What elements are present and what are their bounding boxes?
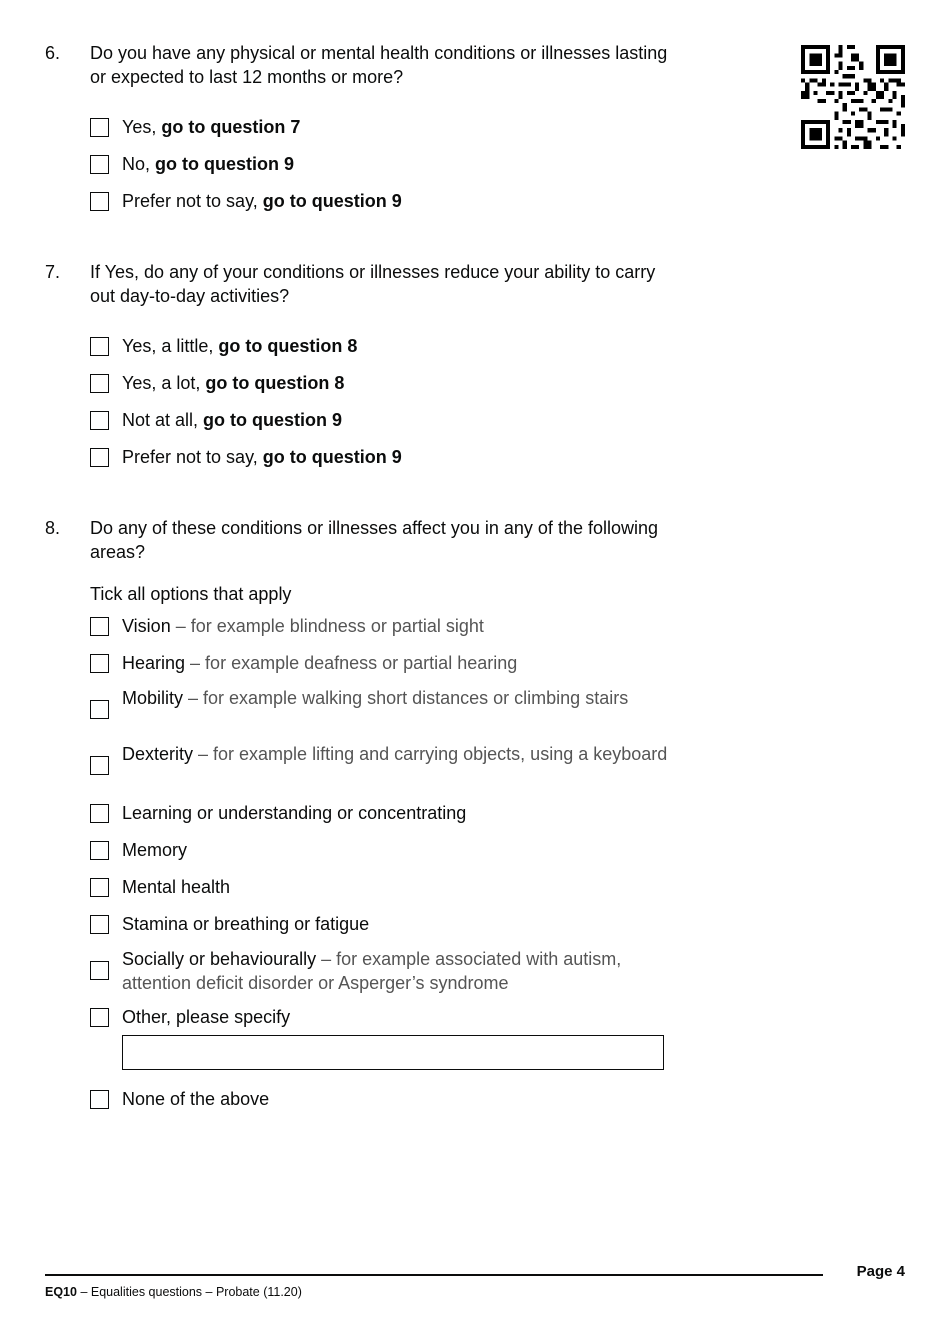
q6-option-no[interactable] (90, 152, 670, 176)
question-8-number: 8. (45, 518, 61, 538)
checkbox[interactable] (90, 961, 109, 980)
option-label: Yes, a lot, go to question 8 (122, 373, 345, 393)
q8-option-memory[interactable] (90, 838, 670, 862)
q8-option-mental-health[interactable] (90, 875, 670, 899)
q8-option-vision[interactable] (90, 614, 670, 638)
checkbox[interactable] (90, 804, 109, 823)
q8-option-none[interactable] (90, 1087, 670, 1111)
checkbox[interactable] (90, 118, 109, 137)
question-7-number: 7. (45, 262, 61, 282)
page-number: Page 4 (856, 1263, 905, 1280)
q8-option-dexterity[interactable] (90, 742, 670, 790)
option-label: Mental health (122, 877, 231, 897)
option-label: Memory (122, 840, 188, 860)
checkbox[interactable] (90, 756, 109, 775)
question-6-text: Do you have any physical or mental health conditions or illnesses lasting or expected to last 12 months or more? (90, 43, 668, 87)
checkbox[interactable] (90, 374, 109, 393)
option-label: Yes, go to question 7 (122, 117, 301, 137)
checkbox[interactable] (90, 915, 109, 934)
option-label: Mobility – for example walking short distances or climbing stairs (122, 688, 629, 708)
q8-option-hearing[interactable] (90, 651, 670, 675)
qr-code (801, 45, 905, 149)
option-label: Yes, a little, go to question 8 (122, 336, 358, 356)
question-8-text: Do any of these conditions or illnesses affect you in any of the following areas? (90, 518, 659, 562)
footer-form-reference: EQ10 – Equalities questions – Probate (11.20) (45, 1285, 302, 1299)
option-label: Not at all, go to question 9 (122, 410, 343, 430)
option-label: No, go to question 9 (122, 154, 295, 174)
checkbox[interactable] (90, 155, 109, 174)
question-7-text: If Yes, do any of your conditions or illnesses reduce your ability to carry out day-to-day activities? (90, 262, 656, 306)
checkbox[interactable] (90, 448, 109, 467)
option-label: Other, please specify (122, 1007, 291, 1027)
checkbox[interactable] (90, 1090, 109, 1109)
checkbox[interactable] (90, 841, 109, 860)
q8-option-learning[interactable] (90, 801, 670, 825)
option-label: None of the above (122, 1089, 270, 1109)
checkbox[interactable] (90, 1008, 109, 1027)
option-label: Vision – for example blindness or partial sight (122, 616, 484, 636)
option-label: Dexterity – for example lifting and carrying objects, using a keyboard (122, 744, 668, 764)
option-label: Hearing – for example deafness or partial hearing (122, 653, 518, 673)
checkbox[interactable] (90, 337, 109, 356)
q7-option-not-at-all[interactable] (90, 408, 670, 432)
q8-option-other[interactable] (90, 1005, 670, 1029)
other-specify-input[interactable] (122, 1035, 664, 1070)
checkbox[interactable] (90, 878, 109, 897)
checkbox[interactable] (90, 700, 109, 719)
footer-divider (45, 1274, 823, 1276)
q6-option-prefer-not[interactable] (90, 189, 670, 213)
option-label: Prefer not to say, go to question 9 (122, 191, 402, 211)
option-label: Socially or behaviourally – for example associated with autism, attention deficit disorder or Asperger’s syndrome (122, 949, 622, 993)
q7-option-yes-little[interactable] (90, 334, 670, 358)
q6-option-yes[interactable] (90, 115, 670, 139)
checkbox[interactable] (90, 654, 109, 673)
q8-option-mobility[interactable] (90, 686, 670, 734)
q8-option-stamina[interactable] (90, 912, 670, 936)
q7-option-prefer-not[interactable] (90, 445, 670, 469)
option-label: Stamina or breathing or fatigue (122, 914, 370, 934)
checkbox[interactable] (90, 617, 109, 636)
q8-instruction: Tick all options that apply (90, 584, 292, 604)
q8-option-socially[interactable] (90, 947, 670, 995)
checkbox[interactable] (90, 192, 109, 211)
option-label: Prefer not to say, go to question 9 (122, 447, 402, 467)
checkbox[interactable] (90, 411, 109, 430)
question-6-number: 6. (45, 43, 61, 63)
q7-option-yes-lot[interactable] (90, 371, 670, 395)
option-label: Learning or understanding or concentrating (122, 803, 467, 823)
